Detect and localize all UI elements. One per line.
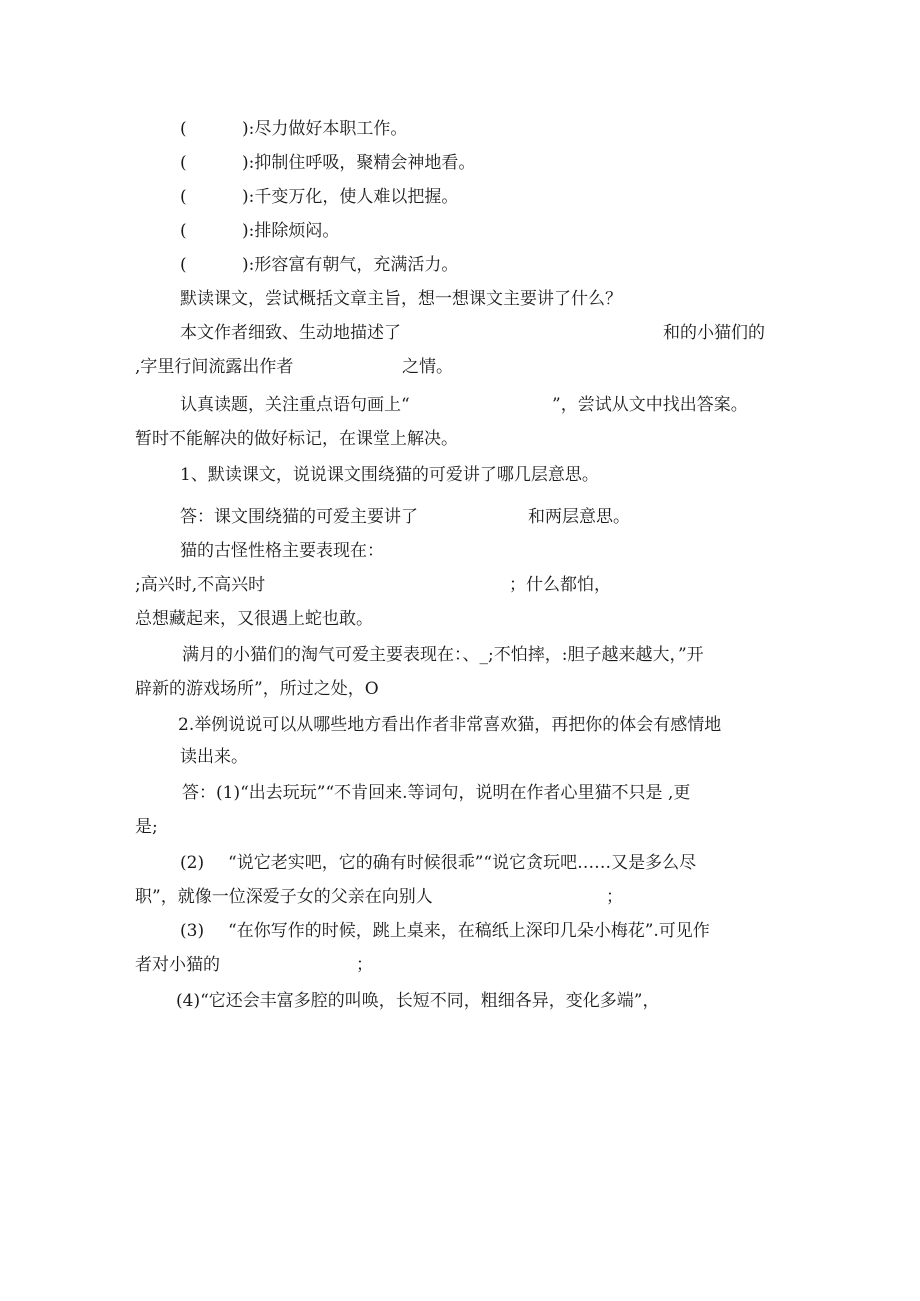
answer-2-item-3-b: 者对小猫的 <box>135 955 220 975</box>
kitten-naughty-b: 辟新的游戏场所”，所过之处，O <box>135 679 379 699</box>
question-2-a: 2.举例说说可以从哪些地方看出作者非常喜欢猫，再把你的体会有感情地 <box>178 715 722 735</box>
definition-paren: ( <box>180 153 187 173</box>
definition-text: 排除烦闷。 <box>254 221 340 241</box>
definition-paren-close: ): <box>242 119 255 139</box>
definition-paren: ( <box>180 187 187 207</box>
summary-part-b: 和的小猫们的 <box>663 323 765 343</box>
answer-1-a: 答：课文围绕猫的可爱主要讲了 <box>180 507 418 527</box>
definition-paren: ( <box>180 119 187 139</box>
definition-item-5 <box>180 254 458 276</box>
definition-item-3 <box>180 186 458 208</box>
odd-character-c: 总想藏起来，又很遇上蛇也敢。 <box>135 609 373 629</box>
answer-2-item-1-a: 答：(1)“出去玩玩”“不肯回来.等词句，说明在作者心里猫不只是 ,更 <box>182 783 691 803</box>
question-2-b: 读出来。 <box>180 747 248 767</box>
answer-1-b: 和两层意思。 <box>528 507 630 527</box>
answer-2-item-2-b: 职”，就像一位深爱子女的父亲在向别人 <box>135 887 433 907</box>
summary-part-d: 之情。 <box>402 357 453 377</box>
careful-read-a: 认真读题，关注重点语句画上“ <box>180 395 410 415</box>
careful-read-b: ”，尝试从文中找出答案。 <box>552 395 748 415</box>
definition-item-2 <box>180 152 475 174</box>
kitten-naughty-a: 满月的小猫们的淘气可爱主要表现在：、_;不怕摔，:胆子越来越大，”开 <box>182 645 704 665</box>
definition-paren: ( <box>180 221 187 241</box>
question-1: 1、默读课文，说说课文围绕猫的可爱讲了哪几层意思。 <box>180 465 599 485</box>
summary-part-a: 本文作者细致、生动地描述了 <box>180 323 401 343</box>
answer-2-item-1-b: 是; <box>135 817 158 837</box>
answer-2-item-2-c: ； <box>606 887 623 907</box>
odd-character-title: 猫的古怪性格主要表现在： <box>180 541 384 561</box>
summary-part-c: ,字里行间流露出作者 <box>135 357 294 377</box>
answer-2-item-4: (4)“它还会丰富多腔的叫唤，长短不同，粗细各异，变化多端”， <box>176 991 660 1011</box>
careful-read-c: 暂时不能解决的做好标记，在课堂上解决。 <box>135 429 458 449</box>
definition-paren-close: ): <box>242 187 255 207</box>
read-prompt: 默读课文，尝试概括文章主旨，想一想课文主要讲了什么？ <box>180 289 622 309</box>
answer-2-item-3-a: “在你写作的时候，跳上桌来，在稿纸上深印几朵小梅花”.可见作 <box>228 921 710 941</box>
definition-paren-close: ): <box>242 221 255 241</box>
answer-2-item-2-a: “说它老实吧，它的确有时候很乖”“说它贪玩吧……又是多么尽 <box>228 853 697 873</box>
definition-item-4 <box>180 220 339 242</box>
odd-character-b: ；什么都怕， <box>509 575 611 595</box>
answer-2-item-3-c: ； <box>356 955 373 975</box>
odd-character-a: ;高兴时,不高兴时 <box>135 575 266 595</box>
definition-item-1 <box>180 118 407 140</box>
definition-paren-close: ): <box>242 153 255 173</box>
definition-paren-close: ): <box>242 255 255 275</box>
definition-text: 千变万化，使人难以把握。 <box>254 187 459 207</box>
definition-text: 形容富有朝气，充满活力。 <box>254 255 459 275</box>
answer-2-item-2-number: (2) <box>180 853 205 873</box>
definition-text: 抑制住呼吸，聚精会神地看。 <box>254 153 476 173</box>
definition-paren: ( <box>180 255 187 275</box>
definition-text: 尽力做好本职工作。 <box>254 119 408 139</box>
answer-2-item-3-number: (3) <box>180 921 205 941</box>
